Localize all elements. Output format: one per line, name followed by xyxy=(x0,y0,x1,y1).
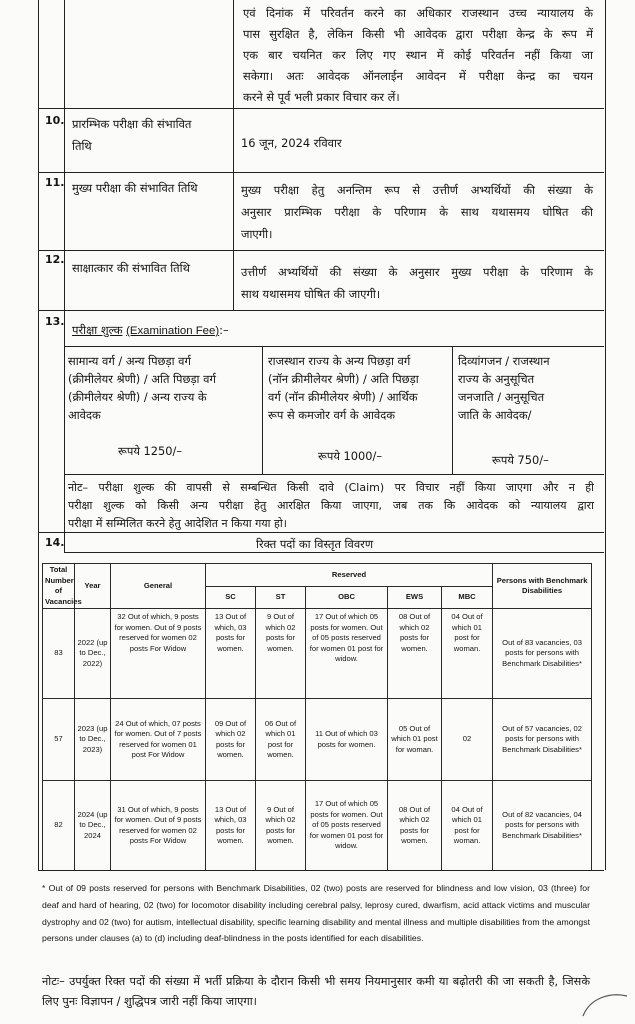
col-divider xyxy=(233,172,234,250)
row11-label: मुख्य परीक्षा की संभावित तिथि xyxy=(72,181,198,195)
header-total-vacancies: Total Number of Vacancies xyxy=(43,564,75,609)
row12-value: उत्तीर्ण अभ्यर्थियों की संख्या के अनुसार मुख्य परीक्षा के परिणाम के xyxy=(241,265,593,279)
row-number: 13. xyxy=(45,315,65,328)
col-divider xyxy=(233,108,234,172)
row11-value: मुख्य परीक्षा हेतु अनन्तिम रूप से उत्तीर्ण अभ्यर्थियों की संख्या के xyxy=(241,183,593,197)
fee-col-divider xyxy=(452,346,453,474)
final-note: नोटः– उपर्युक्त रिक्त पदों की संख्या में भर्ती प्रक्रिया के दौरान किसी भी समय नियमानुसार कमी या बढ़ोतरी की जा सकती है, जिसके लिए पुनः विज्ञापन / शुद्धिपत्र जारी नहीं किया जाएगा। xyxy=(42,975,590,1008)
header-ews: EWS xyxy=(388,586,442,609)
vacancy-title: रिक्त पदों का विस्तृत विवरण xyxy=(256,537,374,551)
fee-amount: रूपये 1000/– xyxy=(318,449,383,463)
row11-value: अनुसार प्रारम्भिक परीक्षा के परिणाम के साथ यथासमय घोषित की xyxy=(241,205,593,219)
fee-table-bottom xyxy=(64,474,604,475)
header-st: ST xyxy=(256,586,306,609)
row10-label: प्रारम्भिक परीक्षा की संभावित xyxy=(72,117,192,131)
vacancy-table xyxy=(42,563,592,871)
table-row: 82 2024 (up to Dec., 2024 31 Out of which, 9 posts for women. Out of 9 posts reserved for women 02 posts For Widow 13 Out of which, 03 posts for women. 9 Out of which 02 posts for women. 17 Out of which 05 posts for women. Out of 05 posts reserved for women 01 post for widow. 08 Out of which 02 posts for women. 04 Out of which 01 post for woman. Out of 82 vacancies, 04 posts for persons with Benchmark Disabilities* xyxy=(43,781,592,871)
row-divider xyxy=(38,310,604,311)
row-divider xyxy=(64,552,604,553)
row-number: 10. xyxy=(45,114,65,127)
row-divider xyxy=(38,250,604,251)
fee-table-top xyxy=(64,346,604,347)
row11-value: जाएगी। xyxy=(241,227,273,241)
row10-label: तिथि xyxy=(72,139,92,153)
header-mbc: MBC xyxy=(442,586,493,609)
page-curl-mark xyxy=(580,990,630,1020)
header-year: Year xyxy=(75,564,111,609)
header-general: General xyxy=(111,564,206,609)
row12-value: साथ यथासमय घोषित की जाएगी। xyxy=(241,287,381,301)
row-divider xyxy=(38,108,604,109)
row-divider xyxy=(38,172,604,173)
row-number: 12. xyxy=(45,253,65,266)
row-number: 11. xyxy=(45,176,65,189)
col-divider xyxy=(233,0,234,108)
prelim-exam-date: 16 जून, 2024 रविवार xyxy=(241,136,342,150)
table-bottom xyxy=(38,870,604,871)
fee-amount: रूपये 1250/– xyxy=(118,444,183,458)
header-sc: SC xyxy=(206,586,256,609)
fee-col-divider xyxy=(262,346,263,474)
row12-label: साक्षात्कार की संभावित तिथि xyxy=(72,261,190,275)
col-divider xyxy=(64,0,65,108)
fee-amount: रूपये 750/– xyxy=(492,453,549,467)
exam-fee-title: परीक्षा शुल्क (Examination Fee):– xyxy=(72,323,229,337)
pwbd-footnote: * Out of 09 posts reserved for persons with Benchmark Disabilities, 02 (two) posts are reserved for blindness and low vision, 03 (three) for deaf and hard of hearing, 02 (two) for locomotor disability including cerebral palsy, leprosy cured, dwarfism, acid attack victims and muscular dystrophy and 02 (two) for autism, intellectual disability, specific learning disability and mental illness and multiple disabilities from the amongst persons under clauses (a) to (d) including deaf-blindness in the posts identified for each disabilities. xyxy=(42,883,590,944)
table-row: 57 2023 (up to Dec., 2023) 24 Out of which, 07 posts for women. Out of 7 posts reserved for women 01 post For Widow 09 Out of which 02 posts for women. 06 Out of which 01 post for women. 11 Out of which 03 posts for women. 05 Out of which 01 post for woman. 02 Out of 57 vacancies, 02 posts for persons with Benchmark Disabilities* xyxy=(43,699,592,781)
row-number: 14. xyxy=(45,536,65,549)
col-divider xyxy=(233,250,234,310)
document-page: एवं दिनांक में परिवर्तन करने का अधिकार राजस्थान उच्च न्यायालय के पास सुरक्षित है, लेकिन किसी भी आवेदक द्वारा परीक्षा केन्द्र के रूप में एक बार चयनित कर लिए गए स्थान में कोई परिवर्तन नहीं किया जा सकेगा। अतः आवेदक ऑनलाईन आवेदन में परीक्षा केन्द्र का चयन करने से पूर्व भली प्रकार विचार कर लें। 10. प्रारम्भिक परीक्षा की संभावित तिथि 16 जून, 2024 रविवार 11. मुख्य परीक्षा की संभावित तिथि मुख्य परीक्षा हेतु अनन्तिम रूप से उत्तीर्ण अभ्यर्थियों की संख्या के अनुसार प्रारम्भिक परीक्षा के परिणाम के साथ यथासमय घोषित की जाएगी। 12. साक्षात्कार की संभावित तिथि उत्तीर्ण अभ्यर्थियों की संख्या के अनुसार मुख्य परीक्षा के परिणाम के साथ यथासमय घोषित की जाएगी। 13. परीक्षा शुल्क (Examination Fee):– सामान्य वर्ग / अन्य पिछड़ा वर्ग (क्रीमीलेयर श्रेणी) / अति पिछड़ा वर्ग (क्रीमीलेयर श्रेणी) / अन्य राज्य के आवेदक रूपये 1250/– राजस्थान राज्य के अन्य पिछड़ा वर्ग (नॉन क्रीमीलेयर श्रेणी) / अति पिछड़ा वर्ग (नॉन क्रीमीलेयर श्रेणी) / आर्थिक रूप से कमजोर वर्ग के आवेदक रूपये 1000/– दिव्यांगजन / राजस्थान राज्य के अनुसूचित जनजाति / अनुसूचित जाति के आवेदक/ रूपये 750/– नोट– परीक्षा शुल्क की वापसी से सम्बन्धित किसी दावे (Claim) पर विचार नहीं किया जाएगा और न ही परीक्षा शुल्क को किसी अन्य परीक्षा हेतु आरक्षित किया जाएगा, जब तक कि आवेदक को न्यायालय द्वारा परीक्षा में सम्मिलित करने हेतु आदेशित न किया गया हो। 14. रिक्त पदों का विस्तृत विवरण Total Number of Vacancies Year General Reserved Persons with Benchmark Disabilities SC ST OBC EWS MBC 83 2022 (up to Dec., 2022) 32 Out of which, 9 posts for women. Out of 9 posts reserved for women 02 posts For Widow 13 Out of which, 03 posts for women. 9 Out of which 02 posts for women. 17 Out of which 05 posts for women. Out of 05 posts reserved for women 01 post for widow. 08 Out of which 02 posts for women. 04 Out of which 01 post for woman. Out of 83 vacancies, 03 posts for persons with Benchmark Disabilities* 57 2023 (up to Dec., 2023) 24 Out of which, 07 posts for women. Out of 7 posts reserved for women 01 post For Widow 09 Out of which 02 posts for women. 06 Out of which 01 post for women. 11 Out of which 03 posts for women. 05 Out of which 01 post for woman. 02 Out of 57 vacancies, 02 posts for persons with Benchmark Disabilities* 82 2024 (up to Dec., 2024 31 Out of which, 9 posts for women. Out of 9 posts reserved for women 02 posts For Widow 13 Out of which, 03 posts for women. 9 Out of which 02 posts for women. 17 Out of which 05 posts for women. Out of 05 posts reserved for women 01 post for widow. 08 Out of which 02 posts for women. 04 Out of which 01 post for woman. Out of 82 vacancies, 04 posts for persons with Benchmark Disabilities* * Out of 09 posts reserved for persons with Benchmark Disabilities, 02 (two) posts are reserved for blindness and low vision, 03 (three) for deaf and hard of hearing, 02 (two) for locomotor disability including cerebral palsy, leprosy cured, dwarfism, acid attack victims and muscular dystrophy and 02 (two) for autism, intellectual disability, specific learning disability and mental illness and multiple disabilities from the amongst persons under clauses (a) to (d) including deaf-blindness in the posts identified for each disabilities. नोटः– उपर्युक्त रिक्त पदों की संख्या में भर्ती प्रक्रिया के दौरान किसी भी समय नियमानुसार कमी या बढ़ोतरी की जा सकती है, जिसके लिए पुनः विज्ञापन / शुद्धिपत्र जारी नहीं किया जाएगा। xyxy=(0,0,635,1024)
header-pwbd: Persons with Benchmark Disabilities xyxy=(493,564,592,609)
row-divider xyxy=(38,532,604,533)
header-obc: OBC xyxy=(306,586,388,609)
table-row: 83 2022 (up to Dec., 2022) 32 Out of which, 9 posts for women. Out of 9 posts reserved for women 02 posts For Widow 13 Out of which, 03 posts for women. 9 Out of which 02 posts for women. 17 Out of which 05 posts for women. Out of 05 posts reserved for women 01 post for widow. 08 Out of which 02 posts for women. 04 Out of which 01 post for woman. Out of 83 vacancies, 03 posts for persons with Benchmark Disabilities* xyxy=(43,609,592,699)
col-divider xyxy=(64,310,65,532)
header-reserved: Reserved xyxy=(206,564,493,587)
